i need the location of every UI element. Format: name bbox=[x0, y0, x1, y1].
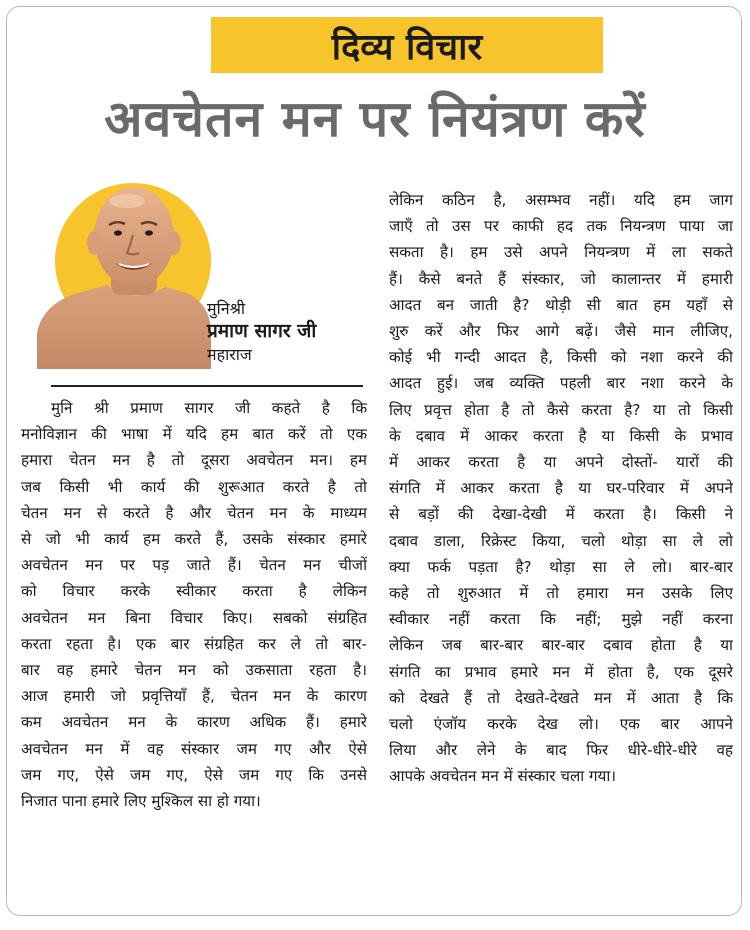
article-text-line bbox=[389, 397, 733, 423]
article-text-line-content: सकता है। हम उसे अपने नियन्त्रण में ला सकते bbox=[389, 243, 733, 262]
monk-portrait-illustration bbox=[37, 183, 211, 369]
newspaper-clipping bbox=[6, 6, 742, 916]
article-text-line bbox=[389, 292, 733, 318]
article-text-line-content: शुरु करें और फिर आगे बढ़ें। जैसे मान लीजिए, bbox=[389, 322, 733, 341]
article-headline: अवचेतन मन पर नियंत्रण करें bbox=[104, 90, 646, 148]
article-text-line-content: कोई भी गन्दी आदत है, किसी को नशा करने की bbox=[389, 348, 733, 367]
article-text-line bbox=[21, 421, 367, 447]
article-text-line-content: को देखते हैं तो देखते-देखते मन में आता है कि bbox=[389, 688, 733, 707]
article-text-line-content: संगति में आकर करता है या घर-परिवार में अपने bbox=[389, 479, 733, 498]
article-text-line bbox=[21, 788, 367, 814]
article-text-line-content: अवचेतन मन बिना विचार किए। सबको संग्रहित bbox=[21, 608, 367, 627]
article-left-column bbox=[21, 395, 367, 814]
article-text-line-content: लेकिन कठिन है, असम्भव नहीं। यदि हम जाग bbox=[389, 191, 733, 209]
article-text-line-content: जाएँ तो उस पर काफी हद तक नियन्त्रण पाया जा bbox=[389, 217, 733, 236]
article-text-line bbox=[21, 500, 367, 526]
article-text-line-content: कहे तो शुरुआत में तो हमारा मन उसके लिए bbox=[389, 584, 733, 603]
article-text-line bbox=[21, 683, 367, 709]
article-text-line bbox=[389, 763, 733, 789]
article-text-line bbox=[389, 632, 733, 658]
article-text-line bbox=[389, 580, 733, 606]
article-text-line-content: से जो भी कार्य हम करते हैं, उसके संस्कार हमारे bbox=[21, 530, 367, 549]
article-text-line bbox=[21, 736, 367, 762]
article-text-line bbox=[389, 554, 733, 580]
article-text-line bbox=[389, 501, 733, 527]
article-text-line bbox=[389, 318, 733, 344]
article-text-line-content: हमारा चेतन मन है तो दूसरा अवचेतन मन। हम bbox=[21, 451, 367, 470]
article-text-line-content: स्वीकार नहीं करता कि नहीं; मुझे नहीं करना bbox=[389, 610, 733, 629]
article-text-line bbox=[389, 344, 733, 370]
article-text-line-content: के दबाव में आकर करता है या किसी के प्रभाव bbox=[389, 426, 733, 445]
article-text-line bbox=[21, 657, 367, 683]
article-text-line-content: में आकर करता है या अपने दोस्तों- यारों की bbox=[389, 453, 733, 472]
article-text-line bbox=[389, 423, 733, 449]
article-text-line bbox=[389, 449, 733, 475]
article-text-line bbox=[389, 475, 733, 501]
article-text-line-content: अवचेतन मन में वह संस्कार जम गए और ऐसे bbox=[21, 739, 367, 758]
article-text-line-content: आदत बन जाती है? थोड़ी सी बात हम यहाँ से bbox=[389, 295, 733, 314]
section-label: दिव्य विचार bbox=[331, 26, 483, 68]
article-text-line bbox=[21, 474, 367, 500]
article-text-line bbox=[389, 606, 733, 632]
article-text-line bbox=[21, 605, 367, 631]
article-text-line bbox=[21, 578, 367, 604]
article-text-line-content: निजात पाना हमारे लिए मुश्किल सा हो गया। bbox=[21, 792, 261, 811]
article-text-line bbox=[389, 685, 733, 711]
article-text-line bbox=[389, 213, 733, 239]
article-text-line bbox=[389, 370, 733, 396]
article-text-line-content: मुनि श्री प्रमाण सागर जी कहते है कि bbox=[51, 399, 367, 417]
article-text-line bbox=[389, 266, 733, 292]
author-portrait bbox=[37, 183, 211, 369]
article-text-line bbox=[389, 659, 733, 685]
article-text-line-content: जब किसी भी कार्य की शुरूआत करते है तो bbox=[21, 477, 367, 496]
article-text-line-content: को विचार करके स्वीकार करता है लेकिन bbox=[21, 582, 367, 601]
article-text-line bbox=[21, 631, 367, 657]
article-text-line-content: आज हमारी जो प्रवृत्तियाँ हैं, चेतन मन के कारण bbox=[21, 687, 367, 706]
article-text-line-content: अवचेतन मन पर पड़ जाते हैं। चेतन मन चीजों bbox=[21, 556, 367, 575]
article-text-line-content: आपके अवचेतन मन में संस्कार चला गया। bbox=[389, 767, 617, 786]
article-text-line bbox=[389, 711, 733, 737]
author-byline bbox=[207, 297, 316, 366]
article-right-column bbox=[389, 187, 733, 790]
article-text-line-content: चलो एंजॉय करके देख लो। एक बार आपने bbox=[389, 715, 733, 734]
article-text-line-content: आदत हुई। जब व्यक्ति पहली बार नशा करने के bbox=[389, 374, 733, 393]
section-banner bbox=[211, 17, 603, 73]
byline-suffix: महाराज bbox=[207, 345, 252, 364]
article-text-line-content: करता रहता है। एक बार संग्रहित कर ले तो बार- bbox=[21, 634, 367, 653]
byline-divider bbox=[51, 385, 363, 387]
article-text-line bbox=[21, 552, 367, 578]
article-text-line-content: दबाव डाला, रिक्रेस्ट किया, चलो थोड़ा सा ले लो bbox=[389, 531, 733, 550]
article-text-line-content: मनोविज्ञान की भाषा में यदि हम बात करें तो एक bbox=[21, 425, 367, 444]
article-text-line-content: कम अवचेतन मन के कारण अधिक हैं। हमारे bbox=[21, 713, 367, 732]
byline-prefix: मुनिश्री bbox=[207, 299, 246, 318]
article-text-line-content: से बड़ों की देखा-देखी में करता है। किसी ने bbox=[389, 505, 733, 524]
article-text-line-content: लिया और लेने के बाद फिर धीरे-धीरे-धीरे वह bbox=[389, 741, 733, 760]
article-text-line-content: जम गए, ऐसे जम गए, ऐसे जम गए कि उनसे bbox=[21, 765, 367, 784]
article-text-line-content: संगति का प्रभाव हमारे मन में होता है, एक दूसरे bbox=[389, 662, 733, 681]
article-text-line bbox=[21, 447, 367, 473]
article-text-line bbox=[389, 528, 733, 554]
article-text-line bbox=[389, 239, 733, 265]
article-text-line-content: हैं। कैसे बनते हैं संस्कार, जो कालान्तर में हमारी bbox=[389, 269, 733, 288]
article-text-line-content: चेतन मन से करते है और चेतन मन के माध्यम bbox=[21, 503, 367, 522]
article-text-line-content: बार वह हमारे चेतन मन को उकसाता रहता है। bbox=[21, 661, 367, 680]
article-text-line bbox=[21, 395, 367, 421]
author-name: प्रमाण सागर जी bbox=[207, 320, 317, 342]
article-text-line-content: लेकिन जब बार-बार बार-बार दबाव होता है या bbox=[389, 636, 733, 655]
article-text-line bbox=[21, 709, 367, 735]
article-text-line bbox=[21, 762, 367, 788]
article-text-line bbox=[389, 187, 733, 213]
article-text-line-content: क्या फर्क पड़ता है? थोड़ा सा ले लो। बार-बार bbox=[389, 557, 733, 576]
article-text-line-content: लिए प्रवृत्त होता है तो कैसे करता है? या तो किसी bbox=[389, 400, 733, 419]
article-text-line bbox=[21, 526, 367, 552]
article-text-line bbox=[389, 737, 733, 763]
